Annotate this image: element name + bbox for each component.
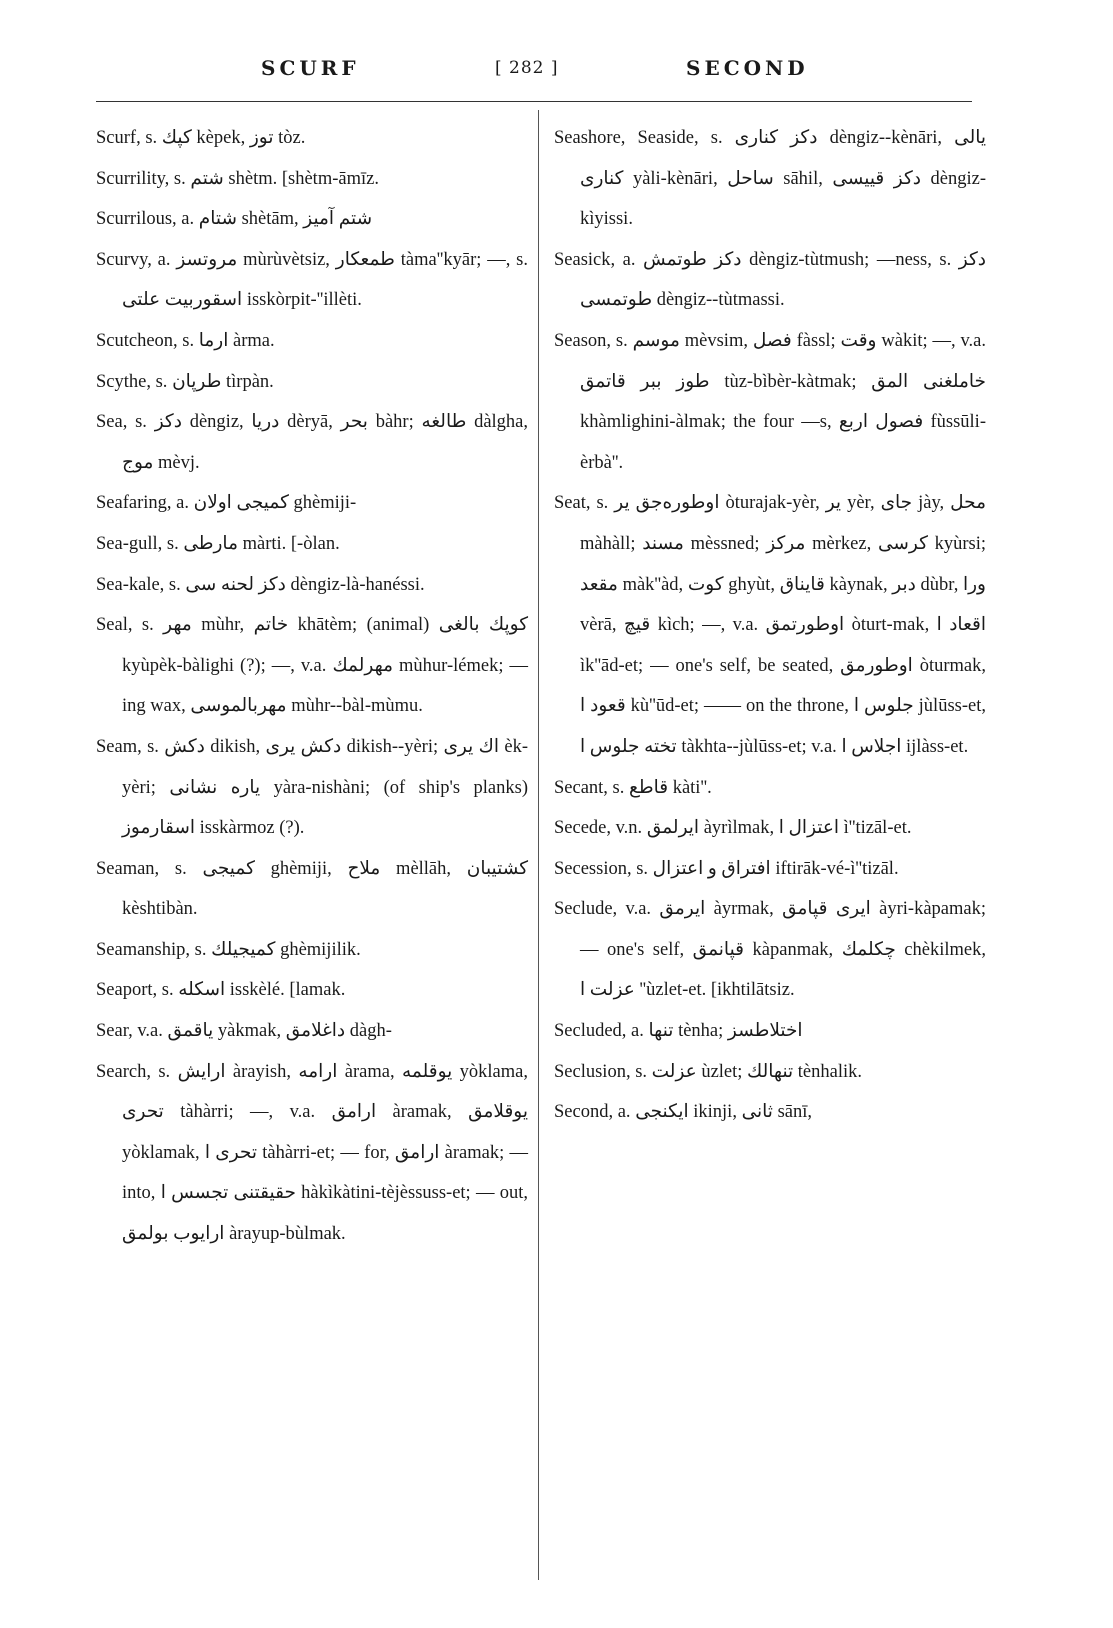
left-column bbox=[96, 118, 528, 1255]
dictionary-entry: Seafaring, a. كميجى اولان ghèmiji- bbox=[96, 493, 357, 514]
dictionary-entry: Sear, v.a. ياقمق yàkmak, داغلامق dàgh- bbox=[96, 1021, 392, 1042]
dictionary-entry: Search, s. ارايش àrayish, ارامه àrama, يوقلمه yòklama, تحرى tàhàrri; —, v.a. ارامق àramak, يوقلامق yòklamak, تحرى ا tàhàrri-et; — for, ارامق àramak; — into, حقيقتنى تجسس ا hàkìkàtini-tèjèssuss-et; — out, ارايوب بولمق àrayup-bùlmak. bbox=[96, 1061, 529, 1245]
dictionary-entry: Second, a. ايكنجى ikinji, ثانى sānī, bbox=[554, 1102, 812, 1123]
header-rule bbox=[96, 101, 972, 102]
dictionary-entry: Scythe, s. طرپان tìrpàn. bbox=[96, 371, 274, 392]
dictionary-entry: Scurrility, s. شتم shètm. [shètm-āmīz. bbox=[96, 168, 379, 189]
header-right-word: SECOND bbox=[686, 56, 809, 80]
dictionary-entry: Secluded, a. تنها tènha; اختلاطسز bbox=[554, 1021, 803, 1042]
dictionary-entry: Seclusion, s. عزلت ùzlet; تنهالك tènhalik. bbox=[554, 1061, 863, 1082]
dictionary-entry: Scutcheon, s. ارما àrma. bbox=[96, 330, 275, 351]
header-left-word: SCURF bbox=[261, 56, 360, 80]
dictionary-entry: Scurvy, a. مروتسز mùrùvètsiz, طمعكار tàma''kyār; —, s. اسقوربيت علتى isskòrpit-''illèti. bbox=[96, 249, 528, 311]
dictionary-entry: Seaman, s. كميجى ghèmiji, ملاح mèllāh, كشتيبان kèshtibàn. bbox=[96, 858, 529, 920]
dictionary-entry: Secede, v.n. ايرلمق àyrìlmak, اعتزال ا ì''tizāl-et. bbox=[554, 818, 912, 839]
page-number: [ 282 ] bbox=[495, 58, 559, 78]
dictionary-entry: Seam, s. دكش dikish, دكش يرى dikish--yèri; اك يرى èk-yèri; يارە نشانى yàra-nishàni; (of ship's planks) اسقارموز isskàrmoz (?). bbox=[96, 736, 529, 839]
dictionary-entry: Seat, s. اوطورەجق ير òturajak-yèr, ير yèr, جاى jày, محل màhàll; مسند mèssned; مركز mèrkez, كرسى kyùrsi; مقعد màk''àd, كوت ghyùt, قايناق kàynak, دبر dùbr, ورا vèrā, قيچ kìch; —, v.a. اوطورتمق òturt-mak, اقعاد ا ìk''ād-et; — one's self, be seated, اوطورمق òturmak, قعود ا kù''ūd-et; —— on the throne, جلوس ا jùlūss-et, تخته جلوس ا tàkhta--jùlūss-et; v.a. اجلاس ا ijlàss-et. bbox=[554, 493, 987, 757]
dictionary-entry: Seclude, v.a. ايرمق àyrmak, ايرى قپامق àyri-kàpamak; — one's self, قپانمق kàpanmak, چكلمك chèkilmek, عزلت ا ''ùzlet-et. [ikhtilātsiz. bbox=[554, 899, 986, 1001]
column-divider bbox=[538, 110, 539, 1580]
running-header bbox=[96, 52, 972, 86]
dictionary-entry: Seashore, Seaside, s. دكز كنارى dèngiz--kènāri, يالى كنارى yàli-kènāri, ساحل sāhil, دكز قييسى dèngiz-kìyissi. bbox=[554, 128, 986, 230]
dictionary-entry: Season, s. موسم mèvsim, فصل fàssl; وقت wàkit; —, v.a. طوز ببر قاتمق tùz-bìbèr-kàtmak; خاملغنى المق khàmlighini-àlmak; the four —s, فصول اربع fùssūli-èrbà''. bbox=[554, 330, 986, 473]
dictionary-entry: Seasick, a. دكز طوتمش dèngiz-tùtmush; —ness, s. دكز طوتمسى dèngiz--tùtmassi. bbox=[554, 249, 986, 311]
dictionary-entry: Sea-gull, s. مارطى màrti. [-òlan. bbox=[96, 533, 340, 554]
dictionary-entry: Sea-kale, s. دكز لحنه سى dèngiz-là-hanéssi. bbox=[96, 574, 425, 595]
dictionary-entry: Secession, s. افتراق و اعتزال iftirāk-vé-ì''tizāl. bbox=[554, 858, 899, 879]
dictionary-entry: Seaport, s. اسكله isskèlé. [lamak. bbox=[96, 980, 346, 1001]
right-column bbox=[554, 118, 986, 1133]
dictionary-entry: Sea, s. دكز dèngiz, دريا dèryā, بحر bàhr; طالغه dàlgha, موج mèvj. bbox=[96, 412, 529, 473]
dictionary-entry: Scurrilous, a. شتام shètām, شتم آميز bbox=[96, 209, 373, 230]
dictionary-entry: Secant, s. قاطع kàti''. bbox=[554, 777, 712, 798]
dictionary-entry: Seamanship, s. كميجيلك ghèmijilik. bbox=[96, 939, 361, 960]
dictionary-entry: Seal, s. مهر mùhr, خاتم khātèm; (animal) كوپك بالغى kyùpèk-bàlighi (?); —, v.a. مهرلمك mùhur-lémek; —ing wax, مهربالموسى mùhr--bàl-mùmu. bbox=[96, 615, 529, 717]
dictionary-entry: Scurf, s. كپك kèpek, توز tòz. bbox=[96, 128, 306, 148]
